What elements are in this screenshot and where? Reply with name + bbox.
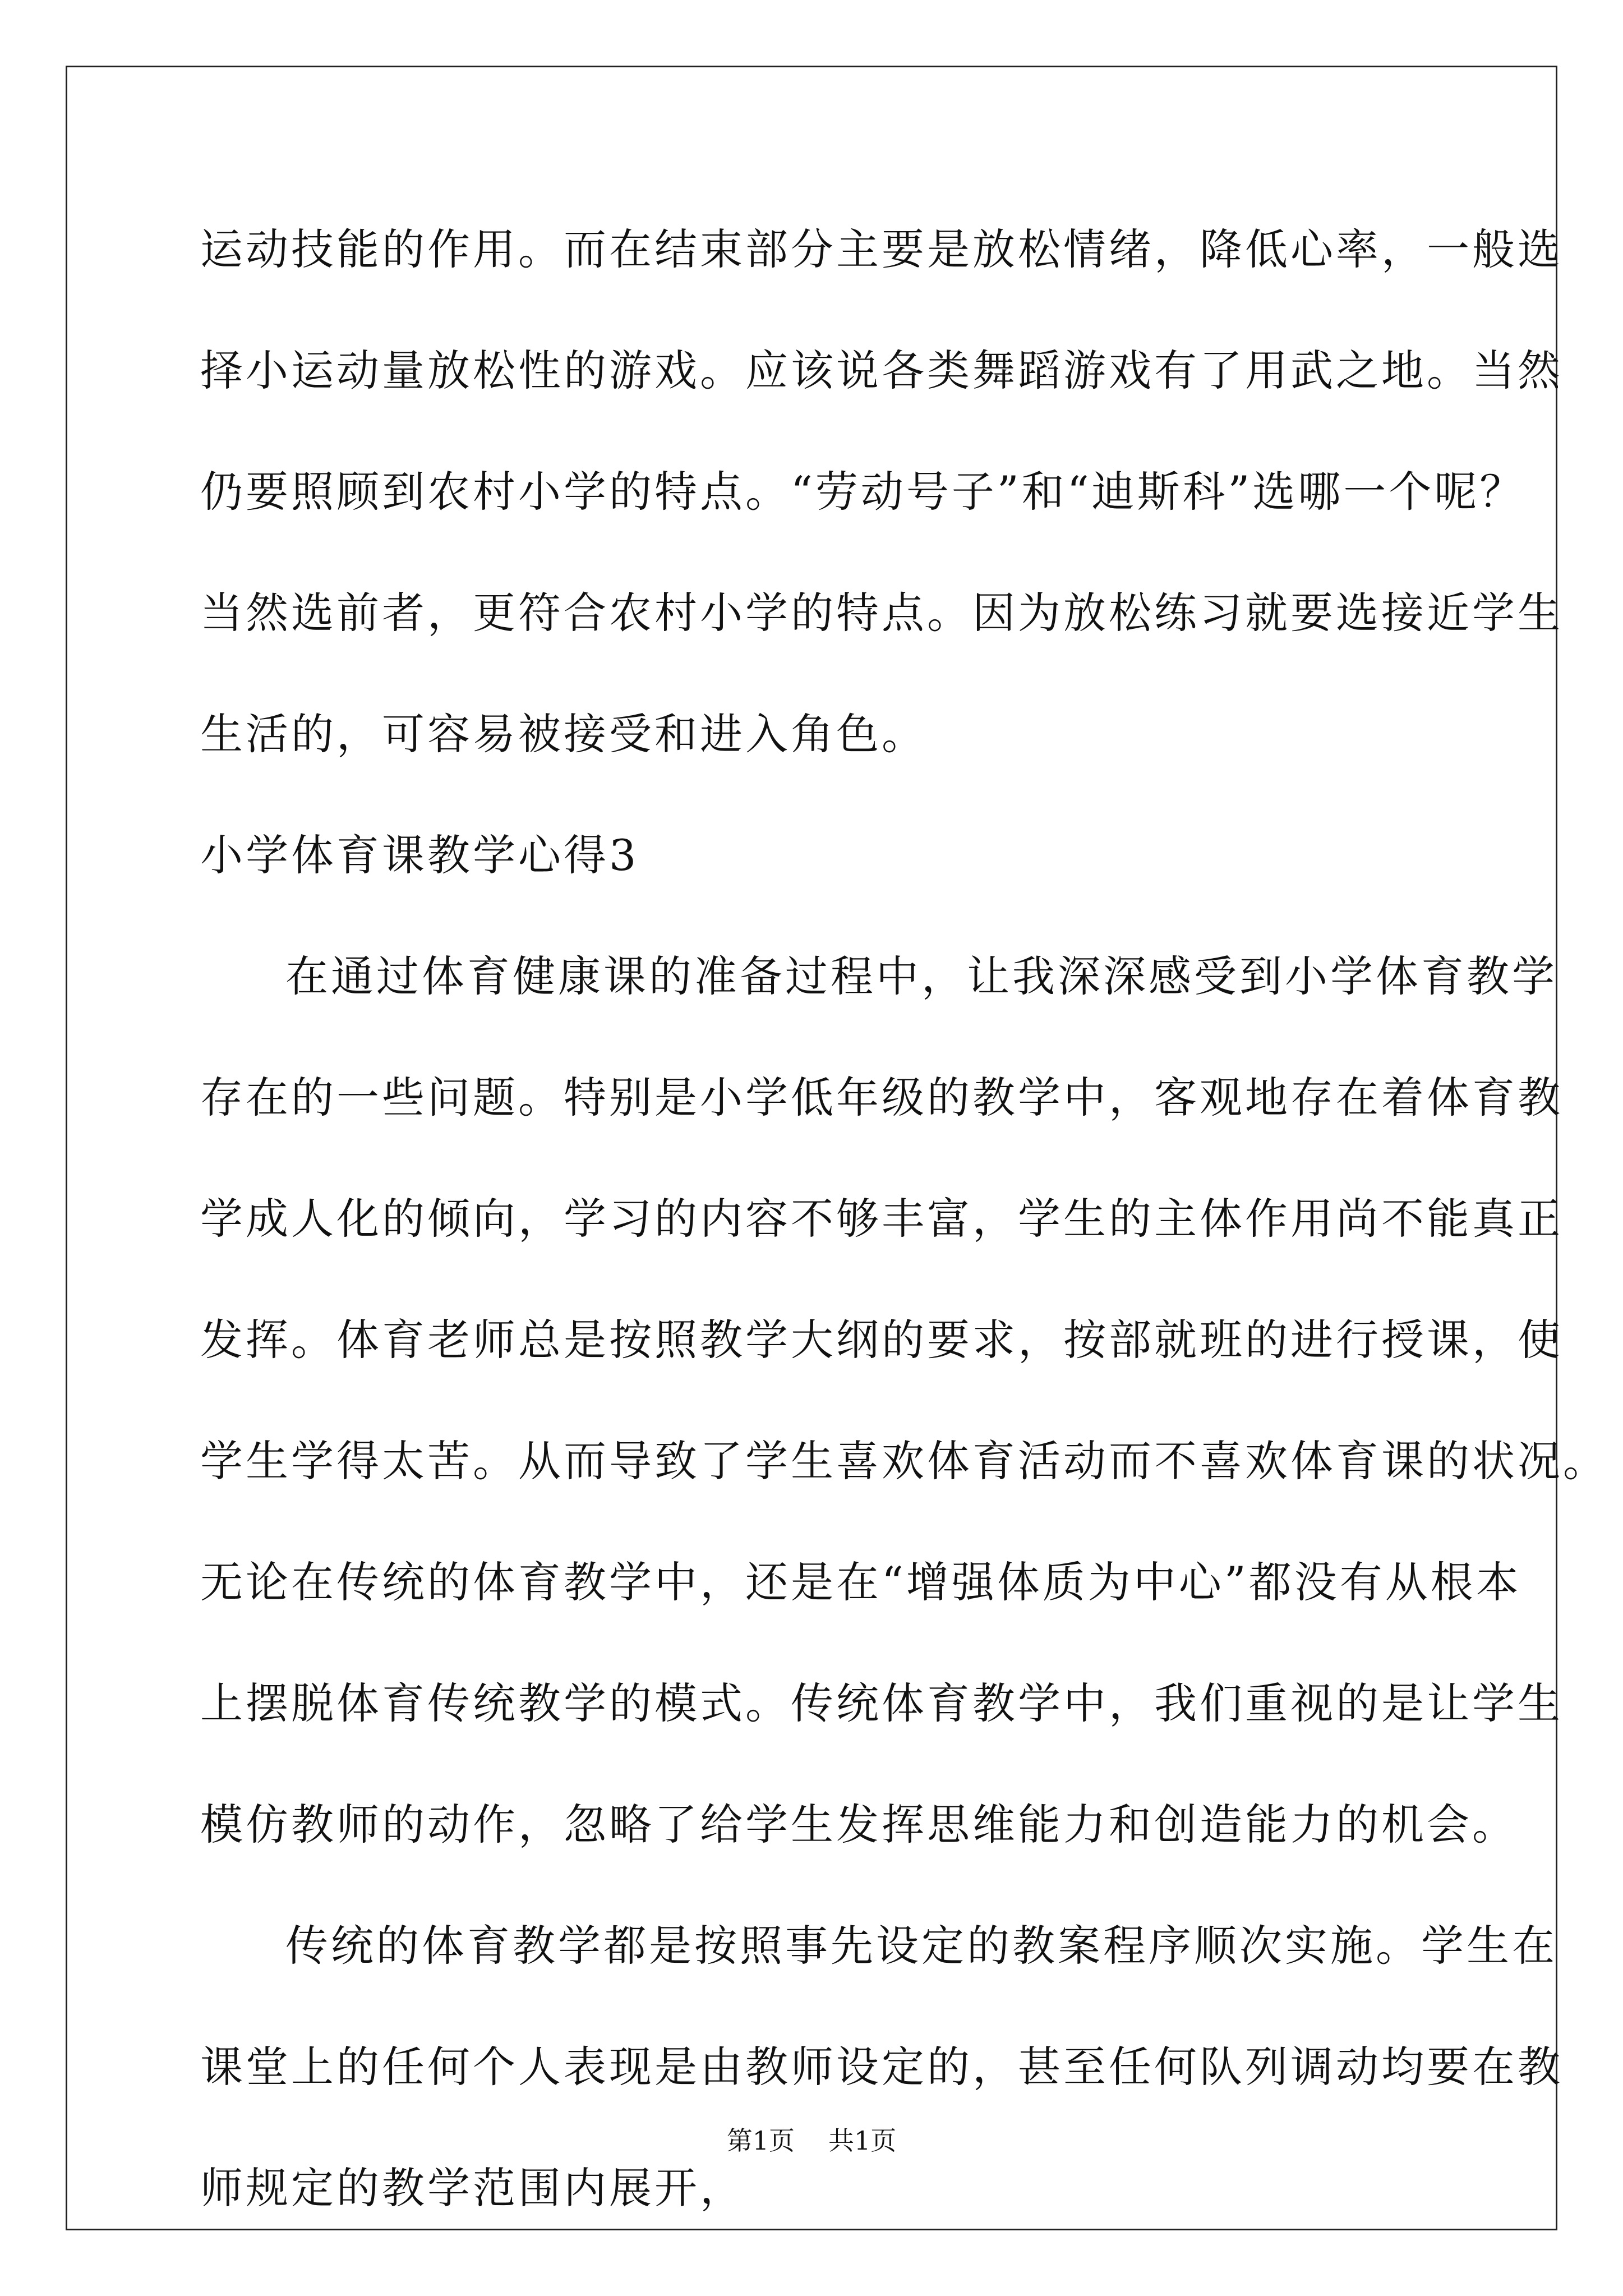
paragraph-line: 课堂上的任何个人表现是由教师设定的，甚至任何队列调动均要在教	[200, 2042, 1563, 2092]
paragraph-line: 发挥。体育老师总是按照教学大纲的要求，按部就班的进行授课，使	[200, 1315, 1563, 1365]
paragraph-line: 择小运动量放松性的游戏。应该说各类舞蹈游戏有了用武之地。当然	[200, 346, 1563, 395]
paragraph-line: 当然选前者，更符合农村小学的特点。因为放松练习就要选接近学生	[200, 588, 1563, 638]
paragraph-line: 运动技能的作用。而在结束部分主要是放松情绪，降低心率，一般选	[200, 224, 1563, 274]
paragraph-line: 生活的，可容易被接受和进入角色。	[200, 709, 927, 759]
paragraph-line: 学生学得太苦。从而导致了学生喜欢体育活动而不喜欢体育课的状况。	[200, 1436, 1608, 1486]
paragraph-line: 上摆脱体育传统教学的模式。传统体育教学中，我们重视的是让学生	[200, 1678, 1563, 1728]
paragraph-line: 存在的一些问题。特别是小学低年级的教学中，客观地存在着体育教	[200, 1073, 1563, 1122]
paragraph-line: 学成人化的倾向，学习的内容不够丰富，学生的主体作用尚不能真正	[200, 1194, 1563, 1244]
section-heading: 小学体育课教学心得3	[200, 830, 639, 880]
page-count: 共1页	[828, 2125, 897, 2156]
paragraph-line: 无论在传统的体育教学中，还是在“增强体质为中心”都没有从根本	[200, 1557, 1521, 1607]
page-footer	[0, 2120, 1623, 2157]
paragraph-line: 仍要照顾到农村小学的特点。“劳动号子”和“迪斯科”选哪一个呢？	[200, 467, 1525, 517]
paragraph-line: 在通过体育健康课的准备过程中，让我深深感受到小学体育教学	[285, 951, 1557, 1001]
document-body	[200, 208, 1608, 2267]
page-number: 第1页	[726, 2125, 795, 2156]
paragraph-line: 传统的体育教学都是按照事先设定的教案程序顺次实施。学生在	[285, 1921, 1557, 1971]
paragraph-line: 师规定的教学范围内展开，	[200, 2163, 745, 2213]
paragraph-line: 模仿教师的动作，忽略了给学生发挥思维能力和创造能力的机会。	[200, 1800, 1518, 1849]
